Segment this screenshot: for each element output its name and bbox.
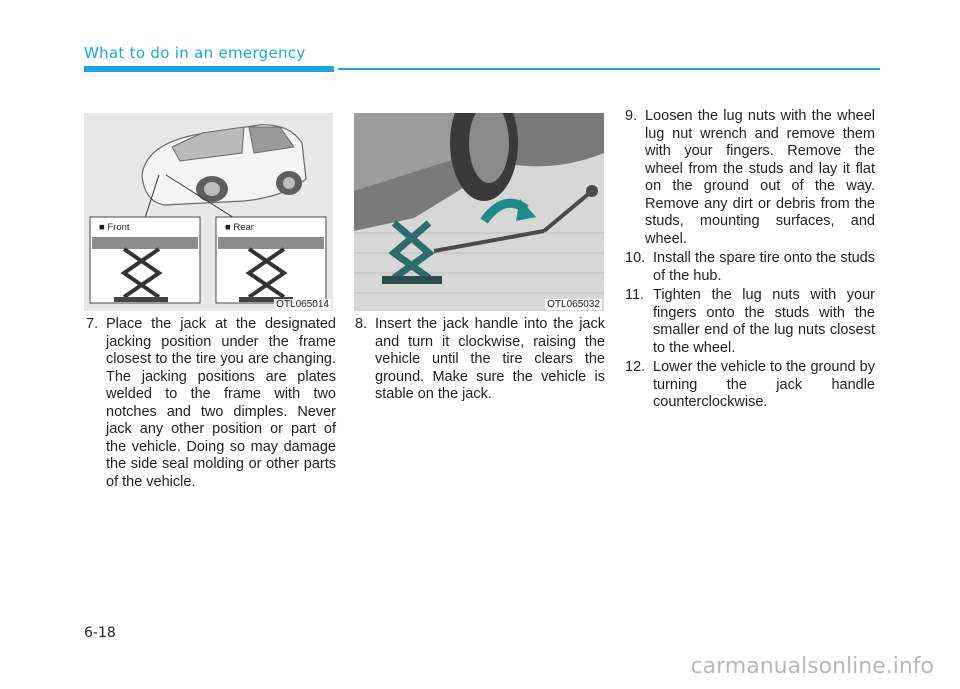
- rear-label: ■ Rear: [220, 221, 259, 234]
- page-number: 6-18: [84, 625, 116, 641]
- column-1: [86, 316, 336, 493]
- section-title: What to do in an emergency: [84, 44, 306, 62]
- figure-code: OTL065014: [276, 299, 329, 310]
- step-number: 9.: [625, 108, 638, 124]
- front-label: ■ Front: [94, 221, 135, 234]
- step-text: Tighten the lug nuts with your fingers onto the studs with the smaller end of the lug nuts closest to the wheel.: [653, 287, 875, 356]
- step-item: [355, 316, 605, 404]
- step-item: [86, 316, 336, 491]
- figure-jacking-positions: [84, 113, 333, 311]
- step-number: 12.: [625, 359, 646, 375]
- column-3: [625, 108, 875, 414]
- step-text: Insert the jack handle into the jack and turn it clockwise, raising the vehicle until the tire clears the ground. Make sure the vehicle is stable on the jack.: [375, 316, 605, 402]
- figure-code: OTL065032: [547, 299, 600, 310]
- column-2: [355, 316, 605, 406]
- figure-jack-handle: [354, 113, 604, 311]
- step-item: [625, 108, 875, 248]
- step-text: Lower the vehicle to the ground by turning the jack handle counterclockwise.: [653, 359, 875, 410]
- watermark-text[interactable]: carmanualsonline.info: [690, 654, 934, 679]
- header-rule-thin: [338, 68, 880, 70]
- step-item: [625, 359, 875, 412]
- step-number: 8.: [355, 316, 368, 332]
- step-number: 10.: [625, 250, 646, 266]
- step-text: Loosen the lug nuts with the wheel lug nut wrench and remove them with your fingers. Remove the wheel from the studs and lay it flat on the ground out of the way. Remove any dirt or debris from the studs, mounting surfaces, and wheel.: [645, 108, 875, 247]
- step-item: [625, 250, 875, 285]
- step-number: 11.: [625, 287, 645, 303]
- car-jacking-illustration: [84, 113, 333, 311]
- step-text: Place the jack at the designated jacking position under the frame closest to the tire you are changing. The jacking positions are plates welded to the frame with two notches and two dimples. Never jack any other position or part of the vehicle. Doing so may damage the side seal molding or other parts of the vehicle.: [106, 316, 336, 490]
- step-text: Install the spare tire onto the studs of the hub.: [653, 250, 875, 284]
- step-number: 7.: [86, 316, 99, 332]
- jack-handle-illustration: [354, 113, 604, 311]
- header-rule-thick: [84, 66, 334, 72]
- step-item: [625, 287, 875, 357]
